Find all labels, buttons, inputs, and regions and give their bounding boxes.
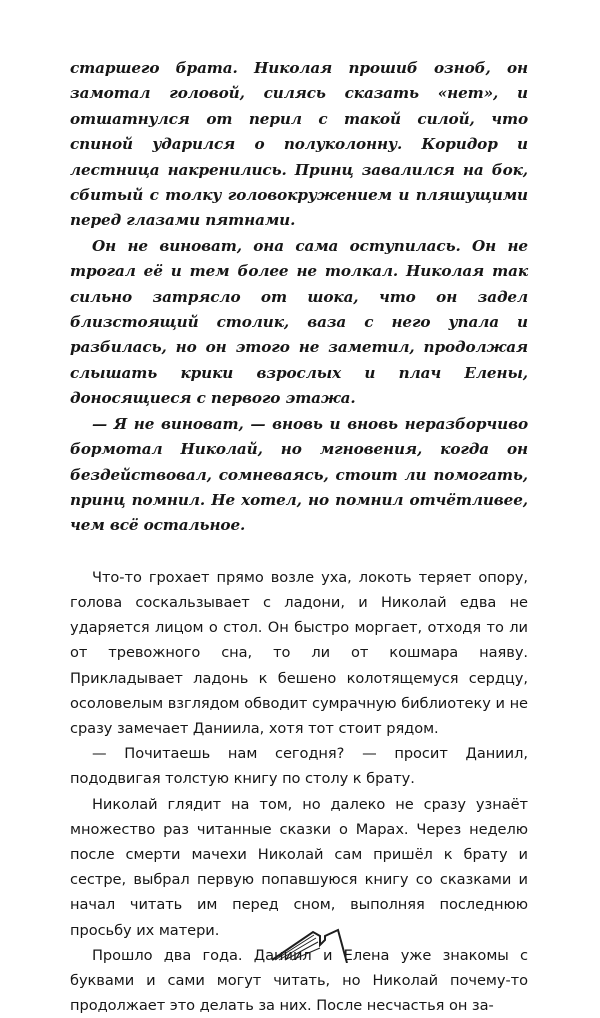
- flashback-section: [70, 56, 528, 539]
- paragraph: — Я не виноват, — вновь и вновь неразборчиво бормотал Николай, но мгновения, когда он бездействовал, сомневаясь, стоит ли помогать, принц помнил. Не хотел, но помнил отчётливее, чем всё остальное.: [70, 414, 528, 535]
- paragraph: — Почитаешь нам сегодня? — просит Даниил, пододвигая толстую книгу по столу к брату.: [70, 745, 528, 788]
- page-ornament-icon: [268, 918, 350, 963]
- section-break: [70, 539, 528, 565]
- paragraph: Николай глядит на том, но далеко не сразу узнаёт множество раз читанные сказки о Марах. Через неделю после смерти мачехи Николай сам пришёл к брату и сестре, выбрал первую попавшуюся книгу со сказками и начал читать им перед сном, выполняя последнюю просьбу их матери.: [70, 795, 528, 939]
- paragraph: старшего брата. Николая прошиб озноб, он замотал головой, силясь сказать «нет», и отшатнулся от перил с такой силой, что спиной ударился о полуколонну. Коридор и лестница накренились. Принц завалился на бок, сбитый с толку головокружением и пляшущими перед глазами пятнами.: [70, 59, 528, 230]
- paragraph: Прошло два года. Даниил и Елена уже знакомы с буквами и сами могут читать, но Николай почему-то продолжает это делать за них. После несчастья он за-: [70, 946, 528, 1015]
- paragraph: Что-то грохает прямо возле уха, локоть теряет опору, голова соскальзывает с ладони, и Николай едва не ударяется лицом о стол. Он быстро моргает, отходя то ли от тревожного сна, то ли от кошмара наяву. Прикладывает ладонь к бешено колотящемуся сердцу, осоловелым взглядом обводит сумрачную библиотеку и не сразу замечает Даниила, хотя тот стоит рядом.: [70, 568, 528, 737]
- paragraph: Он не виноват, она сама оступилась. Он не трогал её и тем более не толкал. Николая так сильно затрясло от шока, что он задел близстоящий столик, ваза с него упала и разбилась, но он этого не заметил, продолжая слышать крики взрослых и плач Елены, доносящиеся с первого этажа.: [70, 236, 528, 408]
